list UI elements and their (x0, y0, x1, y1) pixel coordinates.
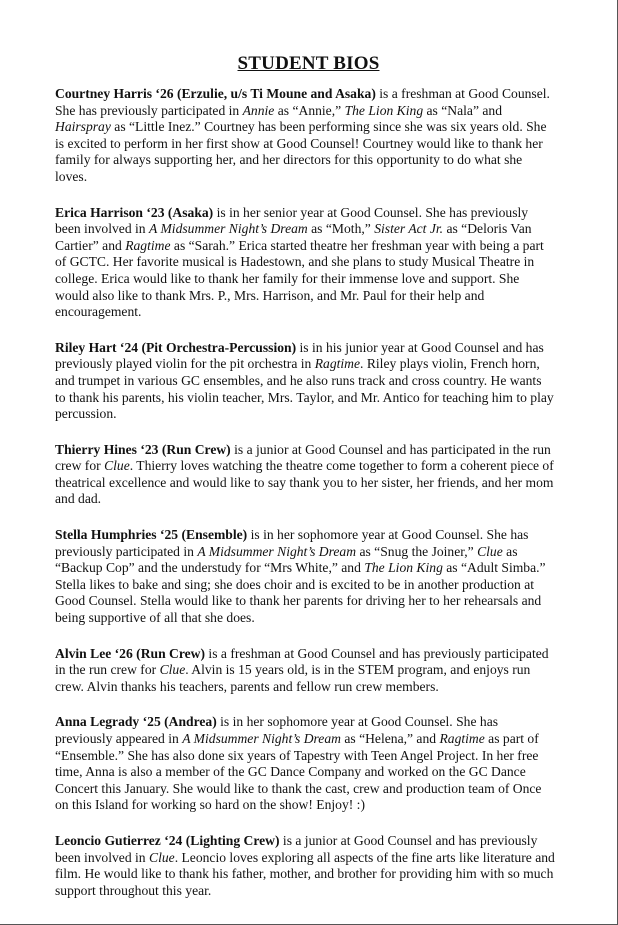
bio-text: is a junior at Good Counsel and has participated in the run crew for (55, 441, 551, 474)
bio-paragraph (55, 442, 555, 508)
bio-name: Alvin Lee ‘26 (Run Crew) (55, 645, 206, 661)
bio-text: is a freshman at Good Counsel. She has previously participated in (55, 86, 550, 118)
bio-name: Thierry Hines ‘23 (Run Crew) (55, 441, 231, 457)
bio-text: . Leoncio loves exploring all aspects of the fine arts like literature and film. He would like to thank his father, mother, and brother for providing him with so much support throughout this year. (55, 849, 555, 898)
show-title: A Midsummer Night’s Dream (182, 731, 341, 746)
bio-paragraph (55, 527, 555, 627)
bio-text: as “Backup Cop” and the understudy for “Mrs White,” and (55, 543, 518, 576)
bio-paragraph (55, 646, 555, 696)
bio-name: Leoncio Gutierrez ‘24 (Lighting Crew) (55, 832, 280, 848)
bio-text: as “Moth,” (307, 221, 375, 237)
bio-paragraph (55, 340, 555, 423)
bio-text: as “Little Inez.” Courtney has been performing since she was six years old. She is excited to perform in her first show at Good Counsel! Courtney would like to thank her family for always supporting her, and her directors for this opportunity to do what she loves. (55, 119, 547, 184)
bio-name: Riley Hart ‘24 (Pit Orchestra-Percussion) (55, 339, 297, 355)
show-title: Clue (477, 543, 503, 559)
bio-paragraph (55, 205, 555, 321)
bio-name: Courtney Harris ‘26 (Erzulie, u/s Ti Moune and Asaka) (55, 86, 376, 101)
bio-name: Erica Harrison ‘23 (Asaka) (55, 204, 214, 220)
bio-text: . Riley plays violin, French horn, and trumpet in various GC ensembles, and he also runs track and cross country. He wants to thank his parents, his violin teacher, Mrs. Taylor, and Mr. Antico for teaching him to play percussion. (55, 356, 554, 422)
bio-name: Anna Legrady ‘25 (Andrea) (55, 714, 217, 730)
show-title: Ragtime (314, 356, 361, 372)
bio-text: is in her sophomore year at Good Counsel. She has previously appeared in (55, 714, 499, 746)
show-title: The Lion King (344, 102, 424, 118)
bio-text: as “Nala” and (423, 102, 502, 118)
show-title: Annie (242, 102, 275, 118)
show-title: Sister Act Jr. (374, 221, 444, 237)
bio-text: as “Adult Simba.” Stella likes to bake and sing; she does choir and is excited to be in another production at Good Counsel. Stella would like to thank her parents for driving her to her rehearsals and being supportive of all that she does. (55, 560, 546, 626)
show-title: Clue (149, 849, 175, 865)
bio-text: is in her sophomore year at Good Counsel. She has previously participated in (55, 527, 529, 559)
bio-text: as “Snug the Joiner,” (356, 543, 478, 559)
bio-text: as “Annie,” (274, 102, 345, 118)
show-title: Hairspray (55, 119, 111, 135)
bio-text: as “Helena,” and (340, 731, 440, 746)
show-title: The Lion King (364, 560, 443, 576)
bio-text: is a freshman at Good Counsel and has previously participated in the run crew for (55, 645, 549, 678)
show-title: A Midsummer Night’s Dream (149, 221, 308, 237)
bio-paragraph (55, 86, 555, 186)
bio-text: is a junior at Good Counsel and has previously been involved in (55, 832, 538, 865)
show-title: Clue (159, 662, 186, 678)
bio-text: is in his junior year at Good Counsel and has previously played violin for the pit orchestra in (55, 339, 544, 372)
bio-paragraph (55, 714, 555, 814)
bio-paragraph (55, 833, 555, 899)
show-title: Clue (104, 458, 130, 474)
bio-name: Stella Humphries ‘25 (Ensemble) (55, 527, 248, 543)
bio-text: . Thierry loves watching the theatre come together to form a coherent piece of theatrical excellence and would like to say thank you to her sister, her friends, and her mom and dad. (55, 458, 554, 507)
page-title: STUDENT BIOS (237, 53, 380, 74)
bio-text: as “Deloris Van Cartier” and (55, 221, 532, 253)
bios-list (55, 86, 555, 918)
show-title: A Midsummer Night’s Dream (197, 543, 357, 559)
bio-text: as “Sarah.” Erica started theatre her freshman year with being a part of GCTC. Her favorite musical is Hadestown, and she plans to study Musical Theatre in college. Erica would like to thank her family for their immense love and support. She would also like to thank Mrs. P., Mrs. Harrison, and Mr. Paul for their help and encouragement. (55, 237, 544, 320)
show-title: Ragtime (439, 731, 485, 746)
bio-text: as part of “Ensemble.” She has also done six years of Tapestry with Teen Angel Project. In her free time, Anna is also a member of the GC Dance Company and worked on the GC Dance Concert this January. She would like to thank the cast, crew and production team of Once on this Island for working so hard on the show! Enjoy! :) (55, 731, 542, 813)
show-title: Ragtime (125, 237, 171, 253)
bio-text: . Alvin is 15 years old, is in the STEM program, and enjoys run crew. Alvin thanks his teachers, parents and fellow run crew members. (55, 662, 531, 694)
bio-text: is in her senior year at Good Counsel. She has previously been involved in (55, 204, 529, 237)
